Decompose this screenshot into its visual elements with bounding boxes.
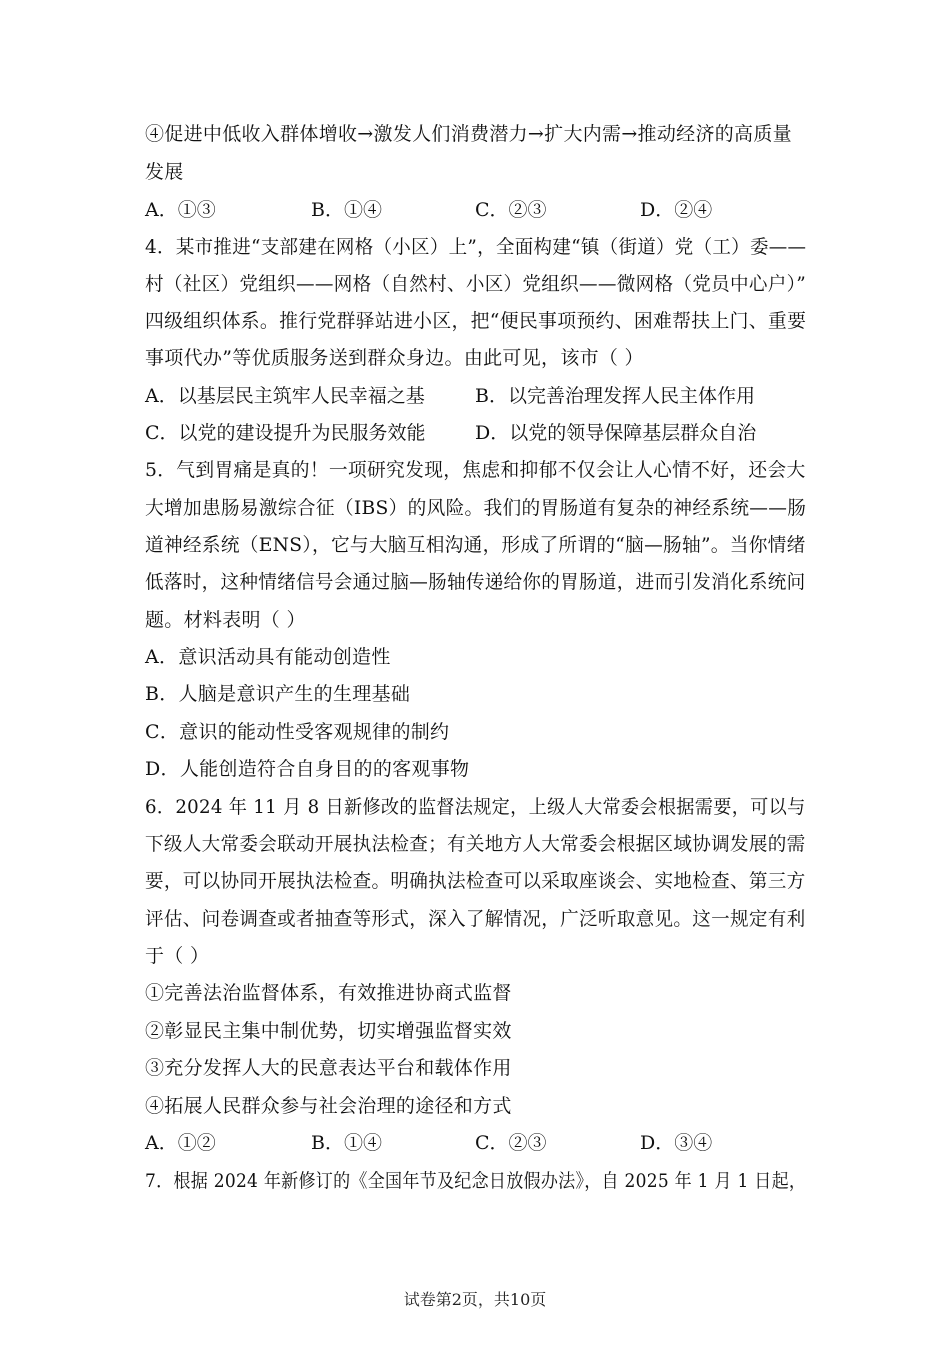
q5-line: 大增加患肠易激综合征（IBS）的风险。我们的胃肠道有复杂的神经系统——肠 [145,497,807,519]
q5-line: 5．气到胃痛是真的！一项研究发现，焦虑和抑郁不仅会让人心情不好，还会大 [145,459,806,481]
q6-statement-1: ①完善法治监督体系，有效推进协商式监督 [145,982,512,1004]
q4-line: 村（社区）党组织——网格（自然村、小区）党组织——微网格（党员中心户）” [145,273,807,295]
q3-item4-line2: 发展 [145,161,184,183]
q4-line: 四级组织体系。推行党群驿站进小区，把“便民事项预约、困难帮扶上门、重要 [145,310,807,332]
q4-line: 4．某市推进“支部建在网格（小区）上”，全面构建“镇（街道）党（工）委—— [145,236,807,258]
q3-option-b: B．①④ [311,199,382,221]
q5-line: 道神经系统（ENS），它与大脑互相沟通，形成了所谓的“脑—肠轴”。当你情绪 [145,534,806,556]
page-footer: 试卷第2页，共10页 [403,1290,547,1309]
q6-statement-2: ②彰显民主集中制优势，切实增强监督实效 [145,1020,512,1042]
q6-option-a: A．①② [145,1132,216,1154]
q3-option-a: A．①③ [145,199,216,221]
q3-option-c: C．②③ [475,199,547,221]
q4-option-c: C．以党的建设提升为民服务效能 [145,422,426,444]
q4-option-b: B．以完善治理发挥人民主体作用 [475,385,755,407]
q6-statement-4: ④拓展人民群众参与社会治理的途径和方式 [145,1095,512,1117]
q5-line: 低落时，这种情绪信号会通过脑—肠轴传递给你的胃肠道，进而引发消化系统问 [145,571,806,593]
q6-option-d: D．③④ [640,1132,713,1154]
q6-option-b: B．①④ [311,1132,382,1154]
q6-line: 下级人大常委会联动开展执法检查；有关地方人大常委会根据区域协调发展的需 [145,833,806,855]
q6-line: 6．2024 年 11 月 8 日新修改的监督法规定，上级人大常委会根据需要，可以与 [145,796,806,818]
q4-line: 事项代办”等优质服务送到群众身边。由此可见，该市（ ） [145,347,644,369]
q5-line: 题。材料表明（ ） [145,609,306,631]
q6-line: 评估、问卷调查或者抽查等形式，深入了解情况，广泛听取意见。这一规定有利 [145,908,806,930]
q5-option-a: A．意识活动具有能动创造性 [145,646,391,668]
q6-option-c: C．②③ [475,1132,547,1154]
q7-line: 7．根据 2024 年新修订的《全国年节及纪念日放假办法》，自 2025 年 1 月 1 日起， [145,1170,807,1192]
q6-line: 于（ ） [145,945,210,967]
q4-option-a: A．以基层民主筑牢人民幸福之基 [145,385,425,407]
q6-statement-3: ③充分发挥人大的民意表达平台和载体作用 [145,1057,512,1079]
q6-line: 要，可以协同开展执法检查。明确执法检查可以采取座谈会、实地检查、第三方 [145,870,806,892]
q5-option-b: B．人脑是意识产生的生理基础 [145,683,411,705]
q3-option-d: D．②④ [640,199,713,221]
q3-item4-line1: ④促进中低收入群体增收→激发人们消费潜力→扩大内需→推动经济的高质量 [145,123,792,145]
q5-option-c: C．意识的能动性受客观规律的制约 [145,721,450,743]
q5-option-d: D．人能创造符合自身目的的客观事物 [145,758,470,780]
q4-option-d: D．以党的领导保障基层群众自治 [475,422,757,444]
